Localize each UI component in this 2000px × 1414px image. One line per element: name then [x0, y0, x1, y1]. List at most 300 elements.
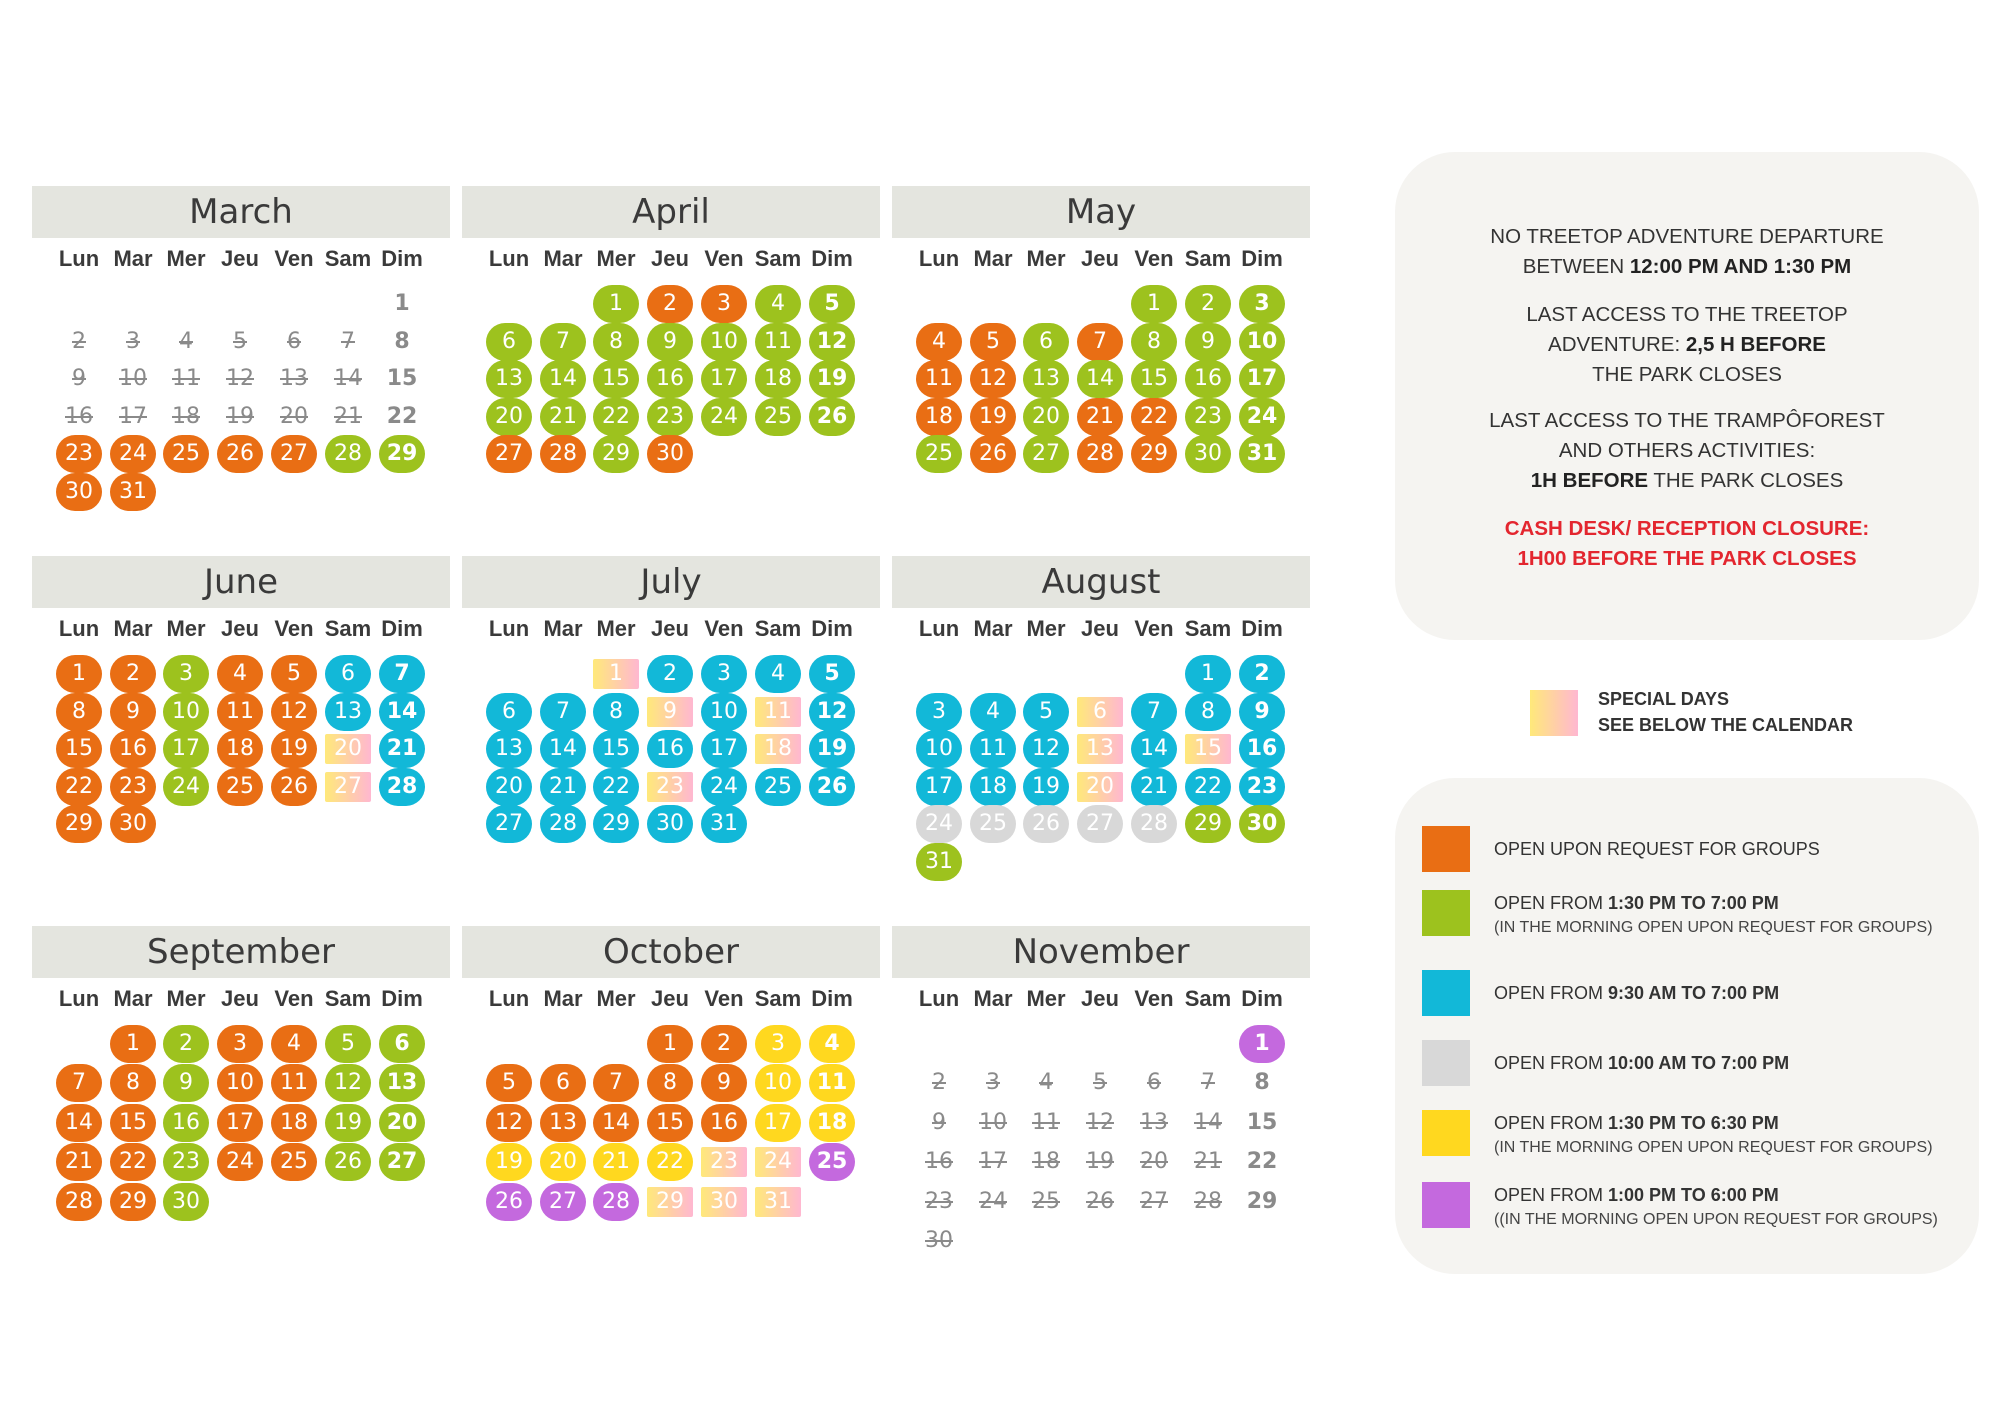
legend-hours: 1:30 PM TO 6:30 PM	[1608, 1113, 1779, 1133]
weekday-label: Mar	[113, 246, 153, 271]
weekday-label: Lun	[488, 986, 530, 1011]
day-cell: 11	[271, 1064, 317, 1102]
legend-hours: 10:00 AM TO 7:00 PM	[1608, 1053, 1790, 1073]
day-cell: 9	[110, 693, 156, 731]
day-cell: 8	[593, 693, 639, 731]
day-cell: 30	[647, 435, 693, 473]
legend-label: OPEN FROM	[1494, 1113, 1609, 1133]
day-cell: 20	[379, 1104, 425, 1142]
day-cell: 13	[1140, 1109, 1168, 1135]
day-cell: 29	[647, 1187, 693, 1217]
weekday-label: Sam	[324, 246, 372, 271]
day-cell: 26	[970, 435, 1016, 473]
legend-hours: 1:30 PM TO 7:00 PM	[1608, 893, 1779, 913]
day-cell: 29	[1246, 1188, 1278, 1214]
day-cell: 24	[916, 805, 962, 843]
day-cell: 6	[486, 323, 532, 361]
day-cell: 5	[486, 1064, 532, 1102]
day-cell: 27	[325, 772, 371, 802]
day-cell: 18	[970, 768, 1016, 806]
day-cell: 28	[379, 768, 425, 806]
month-title: June	[32, 556, 450, 608]
weekday-label: Ven	[274, 246, 314, 271]
day-cell: 30	[110, 805, 156, 843]
weekday-label: Jeu	[651, 616, 689, 641]
weekday-label: Lun	[488, 246, 530, 271]
day-cell: 2	[647, 285, 693, 323]
weekday-label: Lun	[918, 986, 960, 1011]
day-cell: 26	[1086, 1188, 1114, 1214]
month-title: September	[32, 926, 450, 978]
day-cell: 28	[540, 805, 586, 843]
day-cell: 16	[647, 360, 693, 398]
weekday-label: Sam	[754, 616, 802, 641]
day-cell: 6	[287, 328, 301, 354]
info-treetop-access: LAST ACCESS TO THE TREETOP ADVENTURE: 2,5 H BEFORE THE PARK CLOSES	[1526, 303, 1848, 386]
day-cell: 17	[1239, 360, 1285, 398]
day-cell: 17	[701, 730, 747, 768]
day-cell: 12	[486, 1104, 532, 1142]
day-cell: 6	[1023, 323, 1069, 361]
day-cell: 12	[325, 1064, 371, 1102]
day-cell: 22	[1185, 768, 1231, 806]
day-cell: 11	[809, 1064, 855, 1102]
day-cell: 7	[1077, 323, 1123, 361]
day-cell: 21	[334, 403, 362, 429]
day-cell: 14	[540, 730, 586, 768]
day-grid	[32, 648, 450, 948]
weekday-label: Mar	[543, 246, 583, 271]
day-cell: 8	[1254, 1070, 1270, 1096]
day-cell: 9	[72, 366, 86, 391]
day-cell: 4	[1039, 1070, 1053, 1096]
day-cell: 8	[394, 328, 410, 354]
day-cell: 17	[217, 1104, 263, 1142]
day-cell: 20	[540, 1143, 586, 1181]
day-cell: 14	[593, 1104, 639, 1142]
day-grid	[892, 278, 1310, 578]
day-cell: 15	[1185, 734, 1231, 764]
day-cell: 2	[1185, 285, 1231, 323]
day-cell: 6	[540, 1064, 586, 1102]
day-cell: 10	[701, 323, 747, 361]
day-cell: 27	[1140, 1188, 1168, 1214]
day-cell: 25	[916, 435, 962, 473]
month-title: August	[892, 556, 1310, 608]
day-cell: 15	[593, 730, 639, 768]
day-cell: 11	[970, 730, 1016, 768]
day-cell: 2	[163, 1025, 209, 1063]
day-cell: 12	[809, 693, 855, 731]
day-cell: 7	[593, 1064, 639, 1102]
weekday-label: Mer	[1026, 246, 1066, 271]
weekday-label: Mer	[166, 986, 206, 1011]
weekday-label: Dim	[381, 986, 423, 1011]
day-cell: 17	[755, 1104, 801, 1142]
day-cell: 6	[1077, 697, 1123, 727]
day-cell: 25	[755, 398, 801, 436]
day-cell: 26	[809, 768, 855, 806]
day-cell: 18	[916, 398, 962, 436]
day-cell: 29	[593, 435, 639, 473]
day-cell: 31	[916, 843, 962, 881]
day-cell: 28	[1077, 435, 1123, 473]
day-cell: 12	[271, 693, 317, 731]
day-cell: 11	[1032, 1109, 1060, 1135]
month-may	[892, 186, 1310, 578]
day-cell: 25	[1032, 1188, 1060, 1214]
day-cell: 10	[217, 1064, 263, 1102]
day-cell: 30	[701, 1187, 747, 1217]
day-cell: 26	[217, 435, 263, 473]
day-cell: 21	[1077, 398, 1123, 436]
day-cell: 23	[163, 1143, 209, 1181]
day-cell: 30	[647, 805, 693, 843]
weekday-label: Jeu	[221, 246, 259, 271]
day-cell: 10	[916, 730, 962, 768]
day-cell: 28	[1131, 805, 1177, 843]
weekday-label: Mer	[1026, 616, 1066, 641]
day-cell: 25	[163, 435, 209, 473]
day-grid	[462, 1018, 880, 1318]
day-cell: 20	[1077, 772, 1123, 802]
weekday-label: Ven	[1134, 616, 1174, 641]
day-cell: 5	[271, 655, 317, 693]
day-cell: 12	[1023, 730, 1069, 768]
month-july	[462, 556, 880, 948]
month-title: March	[32, 186, 450, 238]
day-cell: 20	[325, 734, 371, 764]
legend-swatch	[1422, 970, 1470, 1016]
day-cell: 9	[1185, 323, 1231, 361]
special-days-label: SPECIAL DAYS	[1598, 689, 1730, 709]
weekday-label: Lun	[58, 616, 100, 641]
day-cell: 21	[1131, 768, 1177, 806]
weekday-label: Dim	[811, 616, 853, 641]
weekday-label: Dim	[811, 246, 853, 271]
day-cell: 24	[979, 1188, 1007, 1214]
weekday-label: Ven	[274, 616, 314, 641]
day-cell: 9	[932, 1109, 946, 1135]
day-cell: 26	[809, 398, 855, 436]
day-cell: 21	[593, 1143, 639, 1181]
day-cell: 2	[932, 1070, 946, 1096]
weekday-label: Sam	[1184, 986, 1232, 1011]
day-cell: 30	[163, 1183, 209, 1221]
weekday-label: Lun	[58, 246, 100, 271]
day-cell: 27	[540, 1183, 586, 1221]
day-cell: 14	[379, 693, 425, 731]
day-grid	[892, 1018, 1310, 1318]
weekday-label: Jeu	[221, 986, 259, 1011]
day-cell: 27	[1077, 805, 1123, 843]
day-cell: 2	[1239, 655, 1285, 693]
day-cell: 28	[1194, 1188, 1222, 1214]
day-cell: 5	[325, 1025, 371, 1063]
info-cash-desk-closure: CASH DESK/ RECEPTION CLOSURE: 1H00 BEFORE THE PARK CLOSES	[1504, 517, 1870, 570]
month-october	[462, 926, 880, 1318]
day-cell: 16	[925, 1149, 953, 1175]
day-cell: 18	[755, 360, 801, 398]
day-cell: 26	[1023, 805, 1069, 843]
weekday-label: Mar	[973, 246, 1013, 271]
month-april	[462, 186, 880, 578]
day-cell: 20	[486, 768, 532, 806]
day-cell: 20	[486, 398, 532, 436]
day-cell: 23	[110, 768, 156, 806]
day-cell: 1	[56, 655, 102, 693]
day-cell: 30	[1239, 805, 1285, 843]
day-cell: 14	[1077, 360, 1123, 398]
day-cell: 31	[110, 473, 156, 511]
day-cell: 3	[916, 693, 962, 731]
day-cell: 2	[72, 328, 86, 354]
day-cell: 24	[755, 1147, 801, 1177]
day-cell: 27	[379, 1143, 425, 1181]
day-cell: 22	[1131, 398, 1177, 436]
day-cell: 1	[647, 1025, 693, 1063]
legend-swatch	[1422, 1110, 1470, 1156]
day-cell: 13	[1023, 360, 1069, 398]
weekday-label: Ven	[1134, 246, 1174, 271]
day-cell: 11	[217, 693, 263, 731]
day-cell: 4	[179, 328, 193, 354]
weekday-label: Sam	[1184, 616, 1232, 641]
day-cell: 14	[540, 360, 586, 398]
day-cell: 1	[110, 1025, 156, 1063]
weekday-label: Mar	[543, 616, 583, 641]
day-cell: 10	[1239, 323, 1285, 361]
day-cell: 15	[386, 366, 418, 391]
day-cell: 8	[110, 1064, 156, 1102]
weekday-label: Dim	[1241, 986, 1283, 1011]
day-cell: 7	[1201, 1070, 1215, 1096]
day-cell: 27	[486, 805, 532, 843]
day-grid	[892, 648, 1310, 948]
weekday-header	[462, 238, 880, 278]
day-cell: 22	[1246, 1149, 1278, 1175]
weekday-label: Mer	[1026, 986, 1066, 1011]
day-cell: 23	[701, 1147, 747, 1177]
day-cell: 23	[647, 398, 693, 436]
day-cell: 19	[325, 1104, 371, 1142]
day-cell: 19	[809, 730, 855, 768]
day-cell: 30	[925, 1227, 953, 1253]
day-cell: 21	[1194, 1149, 1222, 1175]
day-cell: 17	[701, 360, 747, 398]
day-cell: 21	[540, 768, 586, 806]
weekday-header	[462, 608, 880, 648]
day-cell: 3	[217, 1025, 263, 1063]
day-cell: 29	[593, 805, 639, 843]
info-panel	[1395, 152, 1979, 640]
color-legend	[1395, 778, 1979, 1274]
legend-note: (IN THE MORNING OPEN UPON REQUEST FOR GROUPS)	[1494, 919, 1933, 936]
day-cell: 3	[126, 328, 140, 354]
day-cell: 22	[110, 1143, 156, 1181]
day-cell: 20	[280, 403, 308, 429]
day-cell: 5	[233, 328, 247, 354]
day-cell: 26	[271, 768, 317, 806]
day-cell: 10	[755, 1064, 801, 1102]
day-cell: 3	[755, 1025, 801, 1063]
day-cell: 21	[379, 730, 425, 768]
day-cell: 13	[379, 1064, 425, 1102]
day-cell: 14	[1131, 730, 1177, 768]
day-cell: 1	[1185, 655, 1231, 693]
month-august	[892, 556, 1310, 948]
day-cell: 16	[1239, 730, 1285, 768]
day-cell: 8	[1131, 323, 1177, 361]
day-cell: 7	[379, 655, 425, 693]
day-cell: 16	[647, 730, 693, 768]
day-cell: 4	[755, 655, 801, 693]
day-cell: 28	[56, 1183, 102, 1221]
month-title: April	[462, 186, 880, 238]
day-grid	[32, 278, 450, 578]
day-cell: 19	[486, 1143, 532, 1181]
day-cell: 4	[755, 285, 801, 323]
day-cell: 18	[172, 403, 200, 429]
day-cell: 13	[486, 730, 532, 768]
weekday-label: Sam	[754, 246, 802, 271]
month-title: October	[462, 926, 880, 978]
month-september	[32, 926, 450, 1318]
weekday-label: Dim	[381, 616, 423, 641]
day-cell: 27	[486, 435, 532, 473]
day-cell: 27	[271, 435, 317, 473]
day-cell: 29	[1131, 435, 1177, 473]
day-cell: 1	[394, 291, 410, 316]
month-june	[32, 556, 450, 948]
day-cell: 6	[325, 655, 371, 693]
legend-label: OPEN FROM	[1494, 983, 1609, 1003]
day-cell: 1	[1131, 285, 1177, 323]
day-cell: 13	[540, 1104, 586, 1142]
weekday-label: Dim	[811, 986, 853, 1011]
day-cell: 19	[1086, 1149, 1114, 1175]
day-cell: 16	[163, 1104, 209, 1142]
weekday-label: Mar	[113, 986, 153, 1011]
month-title: November	[892, 926, 1310, 978]
special-days-legend	[1530, 686, 1980, 746]
day-cell: 7	[540, 693, 586, 731]
day-cell: 27	[1023, 435, 1069, 473]
day-cell: 8	[647, 1064, 693, 1102]
day-cell: 13	[486, 360, 532, 398]
day-cell: 8	[593, 323, 639, 361]
day-cell: 9	[647, 697, 693, 727]
day-cell: 6	[1147, 1070, 1161, 1096]
day-cell: 22	[647, 1143, 693, 1181]
day-cell: 18	[809, 1104, 855, 1142]
weekday-label: Lun	[58, 986, 100, 1011]
day-cell: 23	[925, 1188, 953, 1214]
legend-swatch	[1422, 1182, 1470, 1228]
day-cell: 24	[1239, 398, 1285, 436]
day-cell: 25	[755, 768, 801, 806]
day-cell: 31	[1239, 435, 1285, 473]
day-cell: 22	[593, 398, 639, 436]
day-cell: 3	[163, 655, 209, 693]
day-cell: 24	[701, 768, 747, 806]
day-cell: 20	[1140, 1149, 1168, 1175]
day-cell: 7	[56, 1064, 102, 1102]
day-cell: 17	[979, 1149, 1007, 1175]
day-cell: 18	[271, 1104, 317, 1142]
weekday-header	[892, 608, 1310, 648]
weekday-header	[32, 238, 450, 278]
day-cell: 29	[1185, 805, 1231, 843]
weekday-header	[892, 238, 1310, 278]
weekday-label: Ven	[274, 986, 314, 1011]
day-cell: 15	[647, 1104, 693, 1142]
weekday-label: Mer	[596, 616, 636, 641]
weekday-header	[32, 608, 450, 648]
day-cell: 4	[916, 323, 962, 361]
weekday-label: Sam	[1184, 246, 1232, 271]
month-march	[32, 186, 450, 578]
day-cell: 14	[1194, 1109, 1222, 1135]
day-cell: 14	[56, 1104, 102, 1142]
day-cell: 3	[986, 1070, 1000, 1096]
weekday-label: Mer	[166, 246, 206, 271]
weekday-label: Jeu	[221, 616, 259, 641]
weekday-label: Mar	[973, 986, 1013, 1011]
legend-note: (IN THE MORNING OPEN UPON REQUEST FOR GROUPS)	[1494, 1139, 1933, 1156]
day-cell: 15	[593, 360, 639, 398]
day-cell: 26	[325, 1143, 371, 1181]
day-cell: 25	[809, 1143, 855, 1181]
day-cell: 12	[1086, 1109, 1114, 1135]
day-cell: 7	[1131, 693, 1177, 731]
day-cell: 4	[217, 655, 263, 693]
day-cell: 21	[540, 398, 586, 436]
weekday-label: Sam	[324, 616, 372, 641]
day-cell: 21	[56, 1143, 102, 1181]
weekday-label: Lun	[918, 616, 960, 641]
weekday-label: Lun	[918, 246, 960, 271]
special-days-swatch	[1530, 690, 1578, 736]
day-cell: 24	[163, 768, 209, 806]
day-cell: 5	[809, 285, 855, 323]
day-cell: 11	[916, 360, 962, 398]
day-cell: 23	[1239, 768, 1285, 806]
special-days-note: SEE BELOW THE CALENDAR	[1598, 715, 1854, 735]
day-cell: 28	[540, 435, 586, 473]
day-cell: 17	[119, 403, 147, 429]
day-cell: 19	[1023, 768, 1069, 806]
weekday-label: Mar	[113, 616, 153, 641]
day-cell: 7	[540, 323, 586, 361]
legend-swatch	[1422, 890, 1470, 936]
day-cell: 29	[379, 435, 425, 473]
legend-note: ((IN THE MORNING OPEN UPON REQUEST FOR GROUPS)	[1494, 1211, 1938, 1228]
weekday-label: Sam	[754, 986, 802, 1011]
weekday-header	[32, 978, 450, 1018]
day-cell: 16	[65, 403, 93, 429]
day-cell: 16	[110, 730, 156, 768]
day-cell: 2	[701, 1025, 747, 1063]
weekday-label: Jeu	[651, 246, 689, 271]
day-cell: 10	[701, 693, 747, 731]
weekday-label: Ven	[1134, 986, 1174, 1011]
day-cell: 22	[56, 768, 102, 806]
day-cell: 4	[809, 1025, 855, 1063]
day-cell: 12	[809, 323, 855, 361]
month-title: May	[892, 186, 1310, 238]
day-grid	[462, 648, 880, 948]
